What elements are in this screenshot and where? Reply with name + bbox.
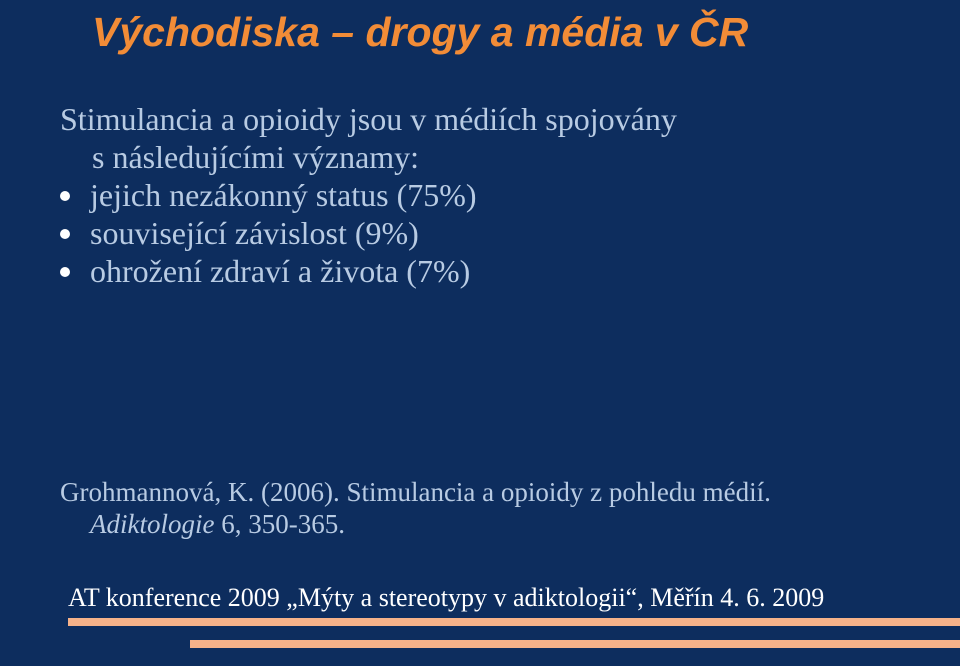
bullet-text: ohrožení zdraví a života (7%) bbox=[90, 253, 471, 289]
citation bbox=[60, 476, 940, 540]
bullet-item bbox=[60, 176, 940, 214]
intro-line-1: Stimulancia a opioidy jsou v médiích spojovány bbox=[60, 101, 677, 137]
footer-accent-bar bbox=[190, 640, 960, 648]
bullet-item bbox=[60, 252, 940, 290]
bullet-text: jejich nezákonný status (75%) bbox=[90, 177, 477, 213]
bullet-item bbox=[60, 214, 940, 252]
bullet-dot-icon bbox=[60, 191, 70, 201]
slide-title: Východiska – drogy a média v ČR bbox=[92, 9, 749, 55]
slide-body bbox=[60, 100, 940, 290]
citation-line-1: Grohmannová, K. (2006). Stimulancia a opioidy z pohledu médií. bbox=[60, 477, 771, 507]
bullet-text: související závislost (9%) bbox=[90, 215, 419, 251]
bullet-list bbox=[60, 176, 940, 290]
bullet-dot-icon bbox=[60, 267, 70, 277]
footer-text: AT konference 2009 „Mýty a stereotypy v adiktologii“, Měřín 4. 6. 2009 bbox=[68, 583, 825, 612]
citation-details: 6, 350-365. bbox=[214, 509, 345, 539]
citation-journal: Adiktologie bbox=[90, 509, 215, 539]
citation-line-2 bbox=[60, 508, 940, 540]
footer-accent-bar bbox=[68, 618, 960, 626]
bullet-dot-icon bbox=[60, 229, 70, 239]
intro-line-2: s následujícími významy: bbox=[92, 139, 420, 175]
